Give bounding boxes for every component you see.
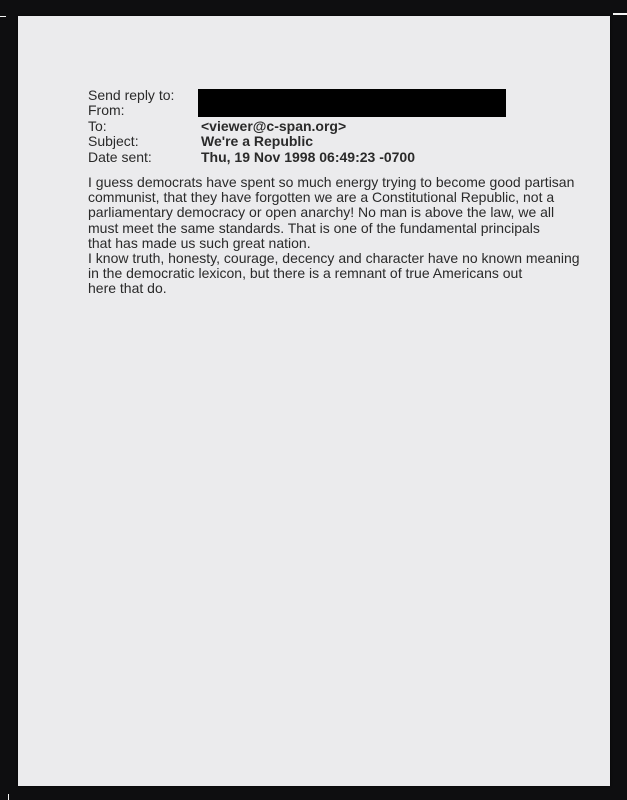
body-line: that has made us such great nation.: [88, 234, 311, 251]
scan-edge-mark: [0, 16, 6, 17]
body-line: here that do.: [88, 280, 167, 297]
email-body: [88, 175, 608, 297]
to-address: <viewer@c-span.org>: [201, 117, 347, 134]
send-reply-to-label: Send reply to:: [88, 87, 175, 103]
date-sent-value: Thu, 19 Nov 1998 06:49:23 -0700: [201, 148, 416, 165]
scan-edge-mark: [613, 13, 627, 15]
subject-value: We're a Republic: [201, 133, 313, 150]
subject-label: Subject:: [88, 133, 139, 150]
to-label: To:: [88, 117, 107, 134]
body-line: I know truth, honesty, courage, decency and character have no known meaning: [88, 250, 580, 267]
scan-edge-mark: [8, 794, 9, 800]
body-line: must meet the same standards. That is one of the fundamental principals: [88, 219, 540, 236]
body-line: in the democratic lexicon, but there is a remnant of true Americans out: [88, 265, 523, 282]
body-line: I guess democrats have spent so much energy trying to become good partisan: [88, 174, 575, 190]
redaction-bar: [198, 89, 506, 117]
from-label: From:: [88, 102, 125, 119]
body-line: communist, that they have forgotten we are a Constitutional Republic, not a: [88, 189, 555, 206]
date-sent-label: Date sent:: [88, 148, 152, 165]
body-line: parliamentary democracy or open anarchy! No man is above the law, we all: [88, 204, 555, 221]
